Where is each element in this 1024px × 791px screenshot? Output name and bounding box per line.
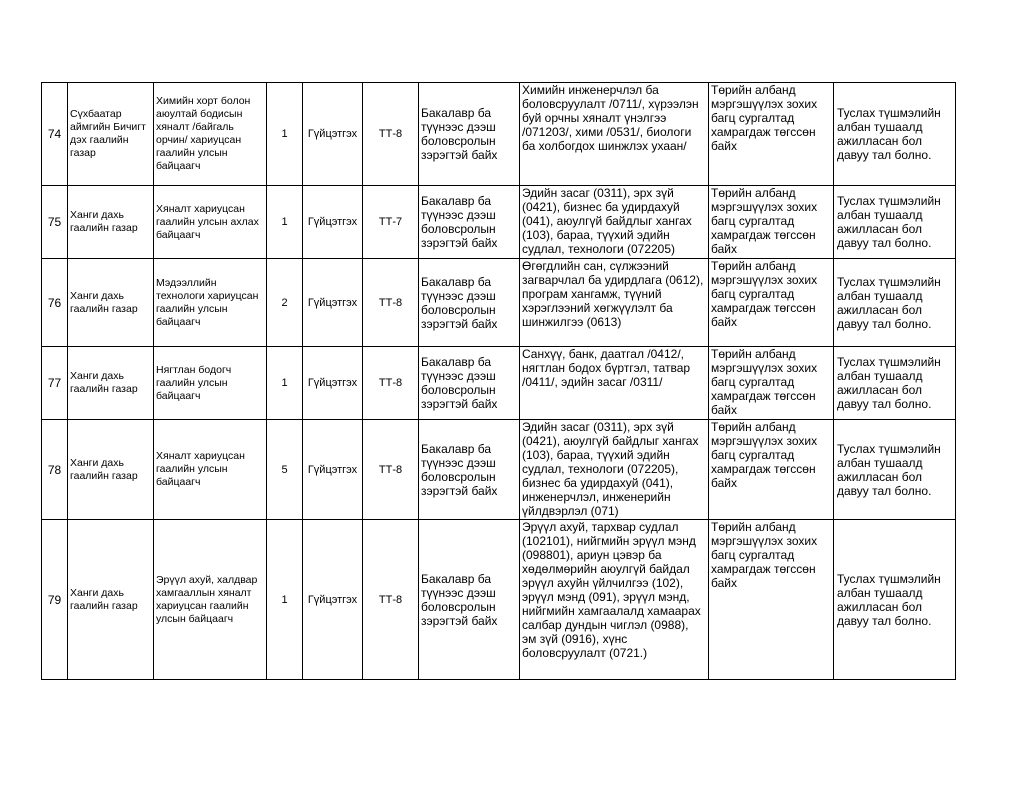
headcount-cell: 1 [267, 186, 303, 259]
rank-cell: ТТ-7 [363, 186, 419, 259]
headcount-cell: 1 [267, 83, 303, 186]
headcount-cell: 1 [267, 347, 303, 420]
training-cell: Төрийн албанд мэргэшүүлэх зохих багц сургалтад хамрагдаж төгссөн байх [709, 186, 834, 259]
positions-table [41, 82, 956, 680]
advantage-cell: Туслах түшмэлийн албан тушаалд ажилласан бол давуу тал болно. [834, 347, 956, 420]
organization-cell: Сүхбаатар аймгийн Бичигт дэх гаалийн газар [68, 83, 154, 186]
position-cell: Хяналт хариуцсан гаалийн улсын байцаагч [154, 420, 267, 520]
organization-cell: Ханги дахь гаалийн газар [68, 347, 154, 420]
position-cell: Хяналт хариуцсан гаалийн улсын ахлах байцаагч [154, 186, 267, 259]
row-number: 74 [42, 83, 68, 186]
rank-cell: ТТ-8 [363, 347, 419, 420]
training-cell: Төрийн албанд мэргэшүүлэх зохих багц сургалтад хамрагдаж төгссөн байх [709, 259, 834, 347]
headcount-cell: 2 [267, 259, 303, 347]
training-cell: Төрийн албанд мэргэшүүлэх зохих багц сургалтад хамрагдаж төгссөн байх [709, 83, 834, 186]
position-cell: Мэдээллийн технологи хариуцсан гаалийн улсын байцаагч [154, 259, 267, 347]
specialty-cell: Санхүү, банк, даатгал /0412/, нягтлан бодох бүртгэл, татвар /0411/, эдийн засаг /0311/ [520, 347, 709, 420]
position-cell: Химийн хорт болон аюултай бодисын хяналт /байгаль орчин/ хариуцсан гаалийн улсын байцаагч [154, 83, 267, 186]
row-number: 75 [42, 186, 68, 259]
training-cell: Төрийн албанд мэргэшүүлэх зохих багц сургалтад хамрагдаж төгссөн байх [709, 347, 834, 420]
education-cell: Бакалавр ба түүнээс дээш боловсролын зэрэгтэй байх [419, 347, 520, 420]
headcount-cell: 1 [267, 520, 303, 680]
advantage-cell: Туслах түшмэлийн албан тушаалд ажилласан бол давуу тал болно. [834, 83, 956, 186]
table-row [42, 520, 956, 680]
organization-cell: Ханги дахь гаалийн газар [68, 520, 154, 680]
education-cell: Бакалавр ба түүнээс дээш боловсролын зэрэгтэй байх [419, 83, 520, 186]
advantage-cell: Туслах түшмэлийн албан тушаалд ажилласан бол давуу тал болно. [834, 520, 956, 680]
table-row [42, 83, 956, 186]
row-number: 78 [42, 420, 68, 520]
advantage-cell: Туслах түшмэлийн албан тушаалд ажилласан бол давуу тал болно. [834, 186, 956, 259]
specialty-cell: Өгөгдлийн сан, сүлжээний загварчлал ба удирдлага (0612), програм хангамж, түүний хэрэглээний хөгжүүлэлт ба шинжилгээ (0613) [520, 259, 709, 347]
table-row [42, 347, 956, 420]
advantage-cell: Туслах түшмэлийн албан тушаалд ажилласан бол давуу тал болно. [834, 259, 956, 347]
class-cell: Гүйцэтгэх [303, 83, 363, 186]
education-cell: Бакалавр ба түүнээс дээш боловсролын зэрэгтэй байх [419, 520, 520, 680]
advantage-cell: Туслах түшмэлийн албан тушаалд ажилласан бол давуу тал болно. [834, 420, 956, 520]
organization-cell: Ханги дахь гаалийн газар [68, 186, 154, 259]
position-cell: Нягтлан бодогч гаалийн улсын байцаагч [154, 347, 267, 420]
education-cell: Бакалавр ба түүнээс дээш боловсролын зэрэгтэй байх [419, 186, 520, 259]
class-cell: Гүйцэтгэх [303, 347, 363, 420]
class-cell: Гүйцэтгэх [303, 259, 363, 347]
class-cell: Гүйцэтгэх [303, 186, 363, 259]
position-cell: Эрүүл ахуй, халдвар хамгааллын хяналт хариуцсан гаалийн улсын байцаагч [154, 520, 267, 680]
specialty-cell: Эдийн засаг (0311), эрх зүй (0421), бизнес ба удирдахуй (041), аюулгүй байдлыг хангах (103), бараа, түүхий эдийн судлал, технологи (072205) [520, 186, 709, 259]
specialty-cell: Химийн инженерчлэл ба боловсруулалт /0711/, хүрээлэн буй орчны хяналт үнэлгээ /071203/, хими /0531/, биологи ба холбогдох шинжлэх ухаан/ [520, 83, 709, 186]
organization-cell: Ханги дахь гаалийн газар [68, 420, 154, 520]
row-number: 76 [42, 259, 68, 347]
headcount-cell: 5 [267, 420, 303, 520]
rank-cell: ТТ-8 [363, 259, 419, 347]
specialty-cell: Эрүүл ахуй, тархвар судлал (102101), нийгмийн эрүүл мэнд (098801), ариун цэвэр ба хөдөлмөрийн аюулгүй байдал эрүүл ахуйн үйлчилгээ (102), эрүүл мэнд (091), эрүүл мэнд, нийгмийн хамгаалалд хамаарах салбар дундын чиглэл (0988), эм зүй (0916), хүнс боловсруулалт (0721.) [520, 520, 709, 680]
class-cell: Гүйцэтгэх [303, 520, 363, 680]
table-row [42, 186, 956, 259]
table-row [42, 259, 956, 347]
rank-cell: ТТ-8 [363, 83, 419, 186]
table-row [42, 420, 956, 520]
rank-cell: ТТ-8 [363, 520, 419, 680]
organization-cell: Ханги дахь гаалийн газар [68, 259, 154, 347]
class-cell: Гүйцэтгэх [303, 420, 363, 520]
rank-cell: ТТ-8 [363, 420, 419, 520]
row-number: 77 [42, 347, 68, 420]
education-cell: Бакалавр ба түүнээс дээш боловсролын зэрэгтэй байх [419, 259, 520, 347]
row-number: 79 [42, 520, 68, 680]
specialty-cell: Эдийн засаг (0311), эрх зүй (0421), аюулгүй байдлыг хангах (103), бараа, түүхий эдийн судлал, технологи (072205), бизнес ба удирдахуй (041), инженерчлэл, инженерийн үйлдвэрлэл (071) [520, 420, 709, 520]
education-cell: Бакалавр ба түүнээс дээш боловсролын зэрэгтэй байх [419, 420, 520, 520]
training-cell: Төрийн албанд мэргэшүүлэх зохих багц сургалтад хамрагдаж төгссөн байх [709, 420, 834, 520]
training-cell: Төрийн албанд мэргэшүүлэх зохих багц сургалтад хамрагдаж төгссөн байх [709, 520, 834, 680]
